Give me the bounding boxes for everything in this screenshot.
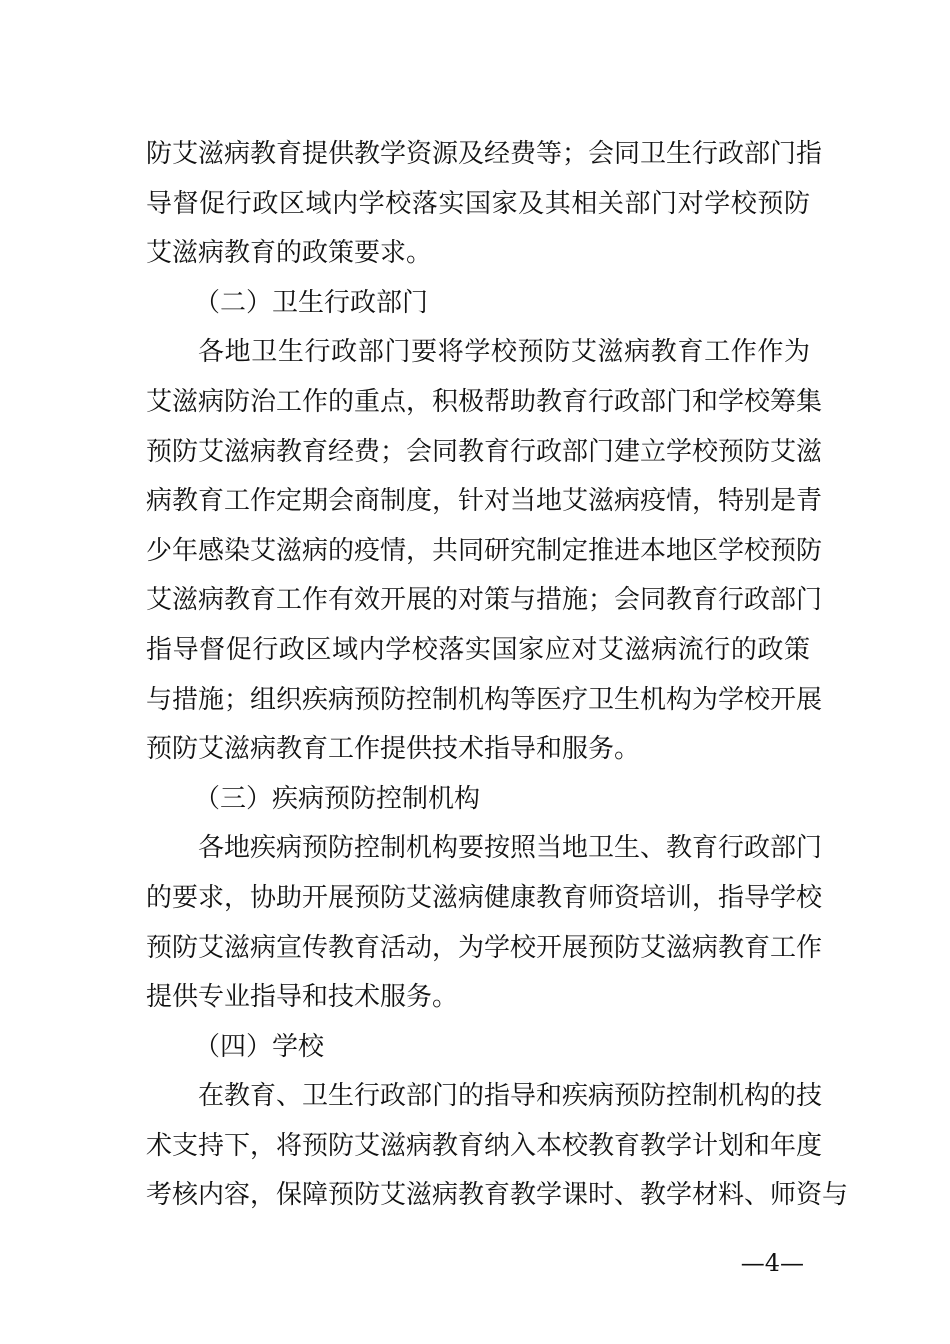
body-text-line: 的要求，协助开展预防艾滋病健康教育师资培训，指导学校 [146,882,823,913]
section-heading-health-department: （二）卫生行政部门 [194,287,429,318]
body-text-line: 提供专业指导和技术服务。 [146,982,459,1013]
section-heading-cdc: （三）疾病预防控制机构 [194,783,481,814]
body-text-line: 预防艾滋病教育经费；会同教育行政部门建立学校预防艾滋 [146,436,823,467]
body-text-line: 艾滋病教育工作有效开展的对策与措施；会同教育行政部门 [146,585,823,616]
body-text-line: 少年感染艾滋病的疫情，共同研究制定推进本地区学校预防 [146,535,823,566]
body-text-line: 预防艾滋病宣传教育活动，为学校开展预防艾滋病教育工作 [146,932,823,963]
body-text-line: 艾滋病教育的政策要求。 [146,238,433,269]
body-text-line: 在教育、卫生行政部门的指导和疾病预防控制机构的技 [198,1081,823,1112]
body-text-line: 术支持下，将预防艾滋病教育纳入本校教育教学计划和年度 [146,1130,823,1161]
body-text-line: 考核内容，保障预防艾滋病教育教学课时、教学材料、师资与 [146,1180,849,1211]
body-text-line: 指导督促行政区域内学校落实国家应对艾滋病流行的政策 [146,634,810,665]
body-text-line: 艾滋病防治工作的重点，积极帮助教育行政部门和学校筹集 [146,386,823,417]
body-text-line: 防艾滋病教育提供教学资源及经费等；会同卫生行政部门指 [146,139,823,169]
body-text-line: 各地疾病预防控制机构要按照当地卫生、教育行政部门 [198,833,823,864]
page-number: —4— [740,1249,804,1277]
body-text-line: 各地卫生行政部门要将学校预防艾滋病教育工作作为 [198,337,810,368]
body-text-line: 与措施；组织疾病预防控制机构等医疗卫生机构为学校开展 [146,684,823,715]
document-body [146,130,849,1221]
body-text-line: 导督促行政区域内学校落实国家及其相关部门对学校预防 [146,188,810,219]
section-heading-school: （四）学校 [194,1031,325,1062]
body-text-line: 病教育工作定期会商制度，针对当地艾滋病疫情，特别是青 [146,486,823,517]
body-text-line: 预防艾滋病教育工作提供技术指导和服务。 [146,734,641,765]
